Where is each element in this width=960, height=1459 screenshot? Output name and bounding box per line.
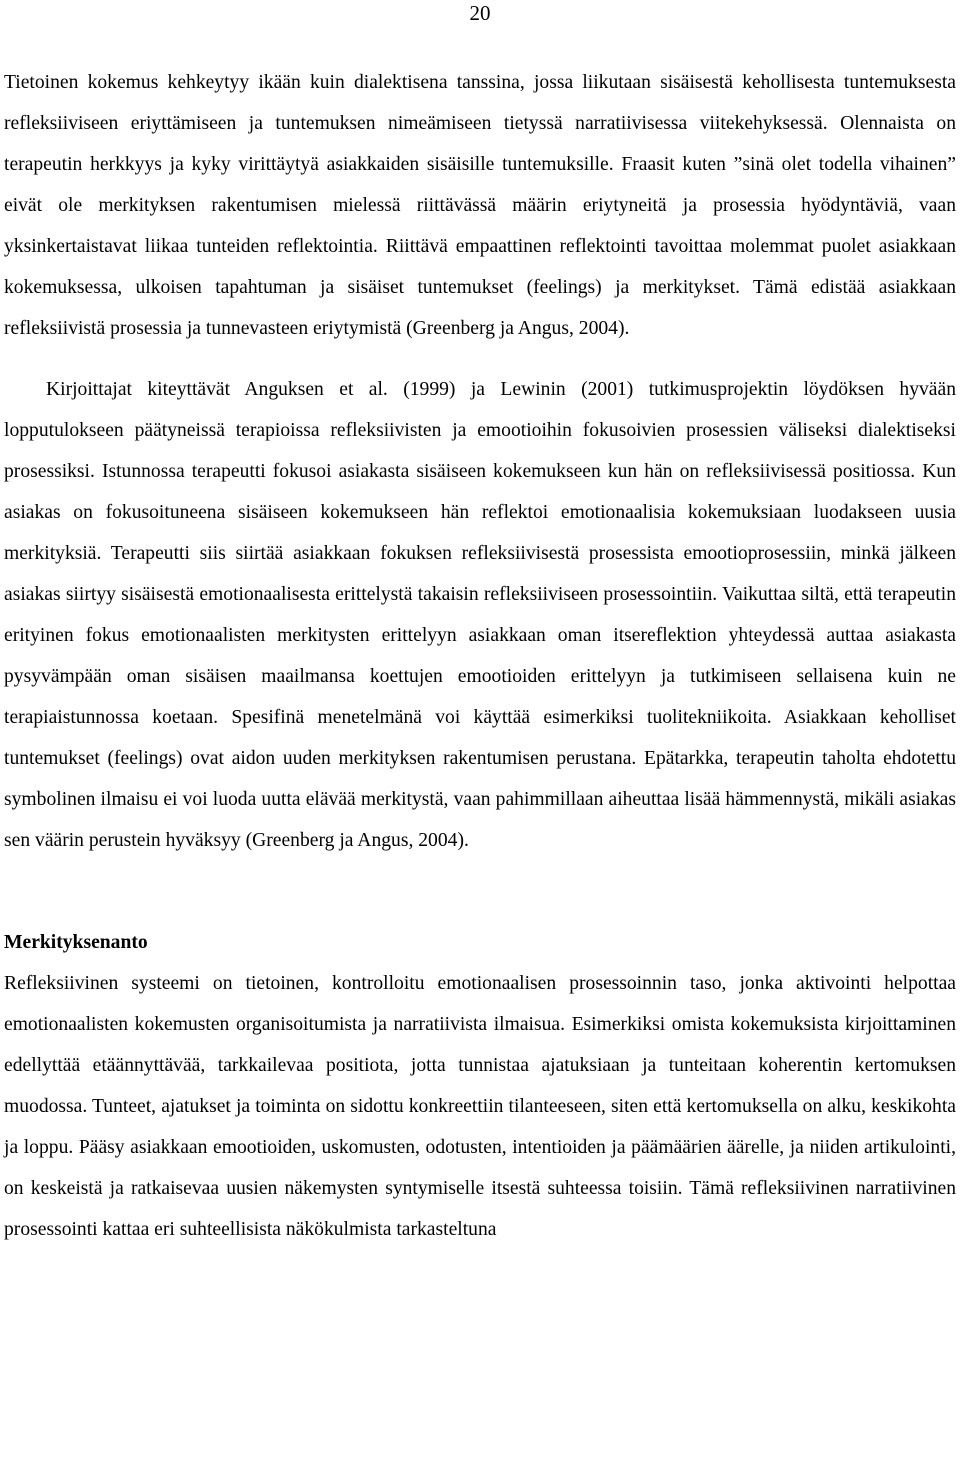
paragraph-spacer <box>4 349 956 369</box>
page-number: 20 <box>469 1 491 25</box>
section-heading: Merkityksenanto <box>4 932 148 953</box>
paragraph: Kirjoittajat kiteyttävät Anguksen et al. (1999) ja Lewinin (2001) tutkimusprojektin löydöksen hyvään lopputulokseen päätyneissä terapioissa refleksiivisten ja emootioihin fokusoivien prosessien väliseksi dialektiseksi prosessiksi. Istunnossa terapeutti fokusoi asiakasta sisäiseen kokemukseen kun hän on refleksiivisessä positiossa. Kun asiakas on fokusoituneena sisäiseen kokemukseen hän reflektoi emotionaalisia kokemuksiaan luodakseen uusia merkityksiä. Terapeutti siis siirtää asiakkaan fokuksen refleksiivisestä prosessista emootioprosessiin, minkä jälkeen asiakas siirtyy sisäisestä emotionaalisesta erittelystä takaisin refleksiiviseen prosessointiin. Vaikuttaa siltä, että terapeutin erityinen fokus emotionaalisten merkitysten erittelyyn asiakkaan oman itsereflektion yhteydessä auttaa asiakasta pysyvämpään oman sisäisen maailmansa koettujen emootioiden erittelyyn ja tutkimiseen sellaisena kuin ne terapiaistunnossa koetaan. Spesifinä menetelmänä voi käyttää esimerkiksi tuolitekniikoita. Asiakkaan keholliset tuntemukset (feelings) ovat aidon uuden merkityksen rakentumisen perustana. Epätarkka, terapeutin taholta ehdotettu symbolinen ilmaisu ei voi luoda uutta elävää merkitystä, vaan pahimmillaan aiheuttaa lisää hämmennystä, mikäli asiakas sen väärin perustein hyväksyy (Greenberg ja Angus, 2004). <box>4 379 956 851</box>
paragraph: Refleksiivinen systeemi on tietoinen, kontrolloitu emotionaalisen prosessoinnin taso, jonka aktivointi helpottaa emotionaalisten kokemusten organisoitumista ja narratiivista ilmaisua. Esimerkiksi omista kokemuksista kirjoittaminen edellyttää etäännyttävää, tarkkailevaa positiota, jotta tunnistaa ajatuksiaan ja tunteitaan koherentin kertomuksen muodossa. Tunteet, ajatukset ja toiminta on sidottu konkreettiin tilanteeseen, siten että kertomuksella on alku, keskikohta ja loppu. Pääsy asiakkaan emootioiden, uskomusten, odotusten, intentioiden ja päämäärien äärelle, ja niiden artikulointi, on keskeistä ja ratkaisevaa uusien näkemysten syntymiselle itsestä suhteessa toisiin. Tämä refleksiivinen narratiivinen prosessointi kattaa eri suhteellisista näkökulmista tarkasteltuna <box>4 973 956 1240</box>
section-spacer <box>4 861 956 922</box>
document-body <box>4 62 956 1250</box>
paragraph: Tietoinen kokemus kehkeytyy ikään kuin dialektisena tanssina, jossa liikutaan sisäisestä kehollisesta tuntemuksesta refleksiiviseen eriyttämiseen ja tuntemuksen nimeämiseen tietyssä narratiivisessa viitekehyksessä. Olennaista on terapeutin herkkyys ja kyky virittäytyä asiakkaiden sisäisille tuntemuksille. Fraasit kuten ”sinä olet todella vihainen” eivät ole merkityksen rakentumisen mielessä riittävässä määrin eriytyneitä ja prosessia hyödyntäviä, vaan yksinkertaistavat liikaa tunteiden reflektointia. Riittävä empaattinen reflektointi tavoittaa molemmat puolet asiakkaan kokemuksessa, ulkoisen tapahtuman ja sisäiset tuntemukset (feelings) ja merkitykset. Tämä edistää asiakkaan refleksiivistä prosessia ja tunnevasteen eriytymistä (Greenberg ja Angus, 2004). <box>4 72 956 339</box>
